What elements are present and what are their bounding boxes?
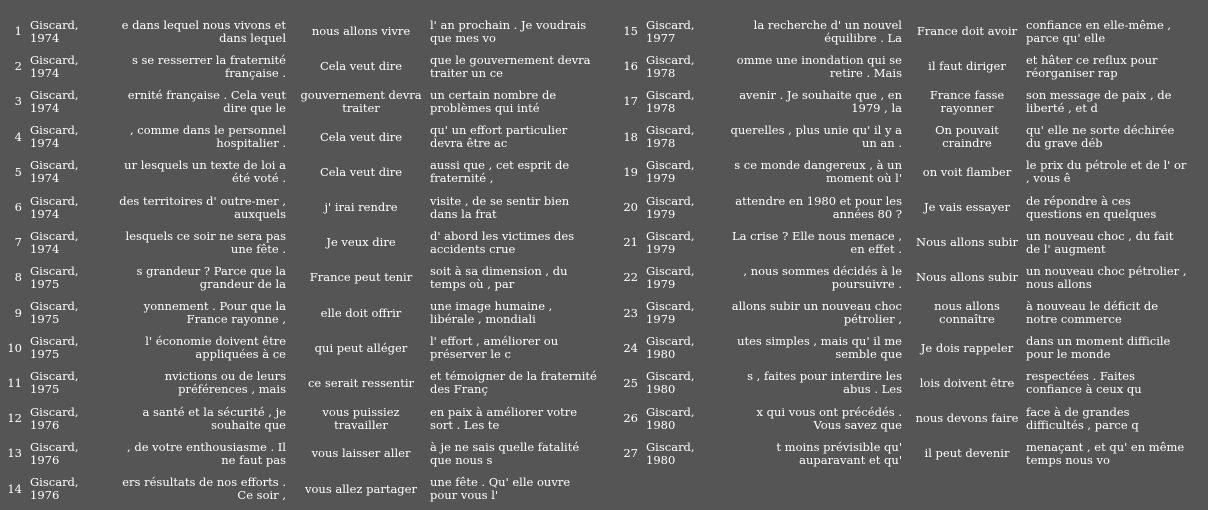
row-keyword: gouvernement devra traiter [300, 88, 422, 115]
row-number: 5 [14, 165, 22, 179]
row-number: 24 [623, 341, 638, 355]
row-left-context: des territoires d' outre-mer , auxquels [119, 194, 286, 221]
row-keyword: Nous allons subir [916, 271, 1018, 285]
row-number: 11 [7, 376, 22, 390]
concordance-row[interactable] [616, 120, 1208, 155]
row-number: 1 [14, 25, 22, 39]
row-source: Giscard, 1975 [30, 370, 79, 397]
concordance-row[interactable] [0, 401, 600, 436]
row-source: Giscard, 1974 [30, 124, 79, 151]
concordance-row[interactable] [616, 331, 1208, 366]
concordance-row[interactable] [616, 401, 1208, 436]
row-left-context: attendre en 1980 et pour les années 80 ? [735, 194, 902, 221]
concordance-row[interactable] [0, 225, 600, 260]
row-right-context: dans un moment difficile pour le monde [1026, 335, 1171, 362]
row-keyword: nous allons vivre [311, 25, 411, 39]
row-keyword: ce serait ressentir [307, 376, 415, 390]
concordance-row[interactable] [616, 190, 1208, 225]
row-right-context: une image humaine , libérale , mondiali [430, 300, 553, 327]
row-number: 12 [7, 412, 22, 426]
row-left-context: x qui vous ont précédés . Vous savez que [756, 405, 902, 432]
row-left-context: ur lesquels un texte de loi a été voté . [124, 159, 286, 186]
concordance-row[interactable] [0, 84, 600, 119]
row-source: Giscard, 1978 [646, 53, 695, 80]
row-left-context: s , faites pour interdire les abus . Les [747, 370, 902, 397]
concordance-row[interactable] [0, 14, 600, 49]
row-number: 22 [623, 271, 638, 285]
concordance-row[interactable] [616, 225, 1208, 260]
row-source: Giscard, 1975 [30, 300, 79, 327]
row-keyword: Cela veut dire [319, 60, 403, 74]
row-right-context: à nouveau le déficit de notre commerce [1026, 300, 1159, 327]
row-source: Giscard, 1974 [30, 229, 79, 256]
row-right-context: l' an prochain . Je voudrais que mes vo [430, 18, 587, 45]
row-number: 23 [623, 306, 638, 320]
row-left-context: e dans lequel nous vivons et dans lequel [121, 18, 286, 45]
row-right-context: une fête . Qu' elle ouvre pour vous l' [430, 476, 571, 503]
row-number: 2 [14, 60, 22, 74]
row-keyword: France peut tenir [309, 271, 413, 285]
row-keyword: vous puissiez travailler [322, 405, 400, 432]
row-left-context: s ce monde dangereux , à un moment où l' [734, 159, 902, 186]
row-source: Giscard, 1978 [646, 88, 695, 115]
row-number: 16 [623, 60, 638, 74]
concordance-row[interactable] [0, 296, 600, 331]
concordance-row[interactable] [0, 190, 600, 225]
row-number: 26 [623, 412, 638, 426]
concordance-row[interactable] [0, 120, 600, 155]
concordance-row[interactable] [0, 366, 600, 401]
row-number: 9 [14, 306, 22, 320]
row-left-context: , de votre enthousiasme . Il ne faut pas [127, 440, 286, 467]
concordance-row[interactable] [616, 260, 1208, 295]
row-source: Giscard, 1980 [646, 440, 695, 467]
row-keyword: Je veux dire [326, 236, 396, 250]
row-right-context: respectées . Faites confiance à ceux qu [1026, 370, 1142, 397]
row-source: Giscard, 1979 [646, 300, 695, 327]
row-left-context: t moins prévisible qu' auparavant et qu' [776, 440, 902, 467]
row-number: 6 [14, 201, 22, 215]
concordance-row[interactable] [0, 331, 600, 366]
row-keyword: vous laisser aller [311, 447, 411, 461]
row-keyword: France fasse rayonner [929, 88, 1005, 115]
row-number: 20 [623, 201, 638, 215]
row-number: 21 [623, 236, 638, 250]
row-source: Giscard, 1974 [30, 18, 79, 45]
row-number: 17 [623, 95, 638, 109]
row-left-context: la recherche d' un nouvel équilibre . La [753, 18, 902, 45]
row-right-context: menaçant , et qu' en même temps nous vo [1026, 440, 1185, 467]
row-keyword: il peut devenir [924, 447, 1010, 461]
row-left-context: , comme dans le personnel hospitalier . [129, 124, 286, 151]
concordance-row[interactable] [616, 14, 1208, 49]
concordance-row[interactable] [0, 436, 600, 471]
row-keyword: il faut diriger [928, 60, 1006, 74]
row-source: Giscard, 1976 [30, 405, 79, 432]
row-right-context: que le gouvernement devra traiter un ce [430, 53, 591, 80]
row-number: 3 [14, 95, 22, 109]
row-right-context: visite , de se sentir bien dans la frat [430, 194, 570, 221]
row-right-context: aussi que , cet esprit de fraternité , [430, 159, 570, 186]
row-right-context: et hâter ce reflux pour réorganiser rap [1026, 53, 1158, 80]
row-left-context: ers résultats de nos efforts . Ce soir , [122, 476, 286, 503]
row-left-context: l' économie doivent être appliquées à ce [145, 335, 286, 362]
row-source: Giscard, 1975 [30, 335, 79, 362]
row-number: 4 [14, 130, 22, 144]
row-right-context: l' effort , améliorer ou préserver le c [430, 335, 559, 362]
concordance-row[interactable] [0, 155, 600, 190]
row-source: Giscard, 1979 [646, 159, 695, 186]
row-right-context: un certain nombre de problèmes qui inté [430, 88, 557, 115]
row-source: Giscard, 1979 [646, 194, 695, 221]
row-left-context: , nous sommes décidés à le poursuivre . [743, 264, 902, 291]
row-keyword: Je vais essayer [924, 201, 1010, 215]
row-source: Giscard, 1975 [30, 264, 79, 291]
concordance-row[interactable] [616, 84, 1208, 119]
row-right-context: de répondre à ces questions en quelques [1026, 194, 1157, 221]
row-right-context: et témoigner de la fraternité des Franç [430, 370, 597, 397]
row-number: 13 [7, 447, 22, 461]
concordance-column-right [616, 14, 1208, 471]
row-keyword: nous allons connaître [934, 300, 1000, 327]
row-number: 25 [623, 376, 638, 390]
row-right-context: un nouveau choc pétrolier , nous allons [1026, 264, 1187, 291]
row-source: Giscard, 1980 [646, 370, 695, 397]
row-source: Giscard, 1980 [646, 405, 695, 432]
row-number: 15 [623, 25, 638, 39]
row-source: Giscard, 1979 [646, 264, 695, 291]
row-keyword: qui peut alléger [314, 341, 408, 355]
row-number: 27 [623, 447, 638, 461]
row-number: 19 [623, 165, 638, 179]
concordance-column-left [0, 14, 600, 507]
row-keyword: Nous allons subir [916, 236, 1018, 250]
row-right-context: en paix à améliorer votre sort . Les te [430, 405, 578, 432]
row-source: Giscard, 1976 [30, 440, 79, 467]
row-keyword: Cela veut dire [319, 165, 403, 179]
row-left-context: nvictions ou de leurs préférences , mais [164, 370, 286, 397]
row-right-context: face à de grandes difficultés , parce q [1026, 405, 1139, 432]
row-number: 10 [7, 341, 22, 355]
row-number: 8 [14, 271, 22, 285]
row-left-context: querelles , plus unie qu' il y a un an . [730, 124, 902, 151]
row-number: 18 [623, 130, 638, 144]
row-keyword: j' irai rendre [324, 201, 398, 215]
row-right-context: à je ne sais quelle fatalité que nous s [430, 440, 580, 467]
concordance-row[interactable] [616, 436, 1208, 471]
row-source: Giscard, 1977 [646, 18, 695, 45]
row-left-context: omme une inondation qui se retire . Mais [736, 53, 902, 80]
row-keyword: France doit avoir [916, 25, 1018, 39]
row-source: Giscard, 1979 [646, 229, 695, 256]
row-left-context: allons subir un nouveau choc pétrolier , [731, 300, 902, 327]
row-right-context: soit à sa dimension , du temps où , par [430, 264, 568, 291]
row-keyword: on voit flamber [922, 165, 1012, 179]
row-right-context: le prix du pétrole et de l' or , vous ê [1026, 159, 1187, 186]
row-left-context: avenir . Je souhaite que , en 1979 , la [739, 88, 902, 115]
row-right-context: un nouveau choc , du fait de l' augment [1026, 229, 1174, 256]
row-right-context: d' abord les victimes des accidents crue [430, 229, 575, 256]
concordance-row[interactable] [0, 260, 600, 295]
row-left-context: s grandeur ? Parce que la grandeur de la [136, 264, 286, 291]
concordance-row[interactable] [0, 471, 600, 506]
row-source: Giscard, 1976 [30, 476, 79, 503]
concordance-row[interactable] [616, 155, 1208, 190]
row-right-context: confiance en elle-même , parce qu' elle [1026, 18, 1172, 45]
row-number: 7 [14, 236, 22, 250]
row-left-context: ernité française . Cela veut dire que le [127, 88, 286, 115]
row-keyword: elle doit offrir [320, 306, 402, 320]
concordance-row[interactable] [616, 296, 1208, 331]
row-left-context: utes simples , mais qu' il me semble que [737, 335, 902, 362]
row-source: Giscard, 1980 [646, 335, 695, 362]
row-number: 14 [7, 482, 22, 496]
row-right-context: son message de paix , de liberté , et d [1026, 88, 1172, 115]
row-source: Giscard, 1978 [646, 124, 695, 151]
row-keyword: vous allez partager [305, 482, 417, 496]
concordance-row[interactable] [616, 366, 1208, 401]
row-left-context: lesquels ce soir ne sera pas une fête . [125, 229, 286, 256]
row-source: Giscard, 1974 [30, 159, 79, 186]
row-keyword: Je dois rappeler [920, 341, 1014, 355]
row-keyword: Cela veut dire [319, 130, 403, 144]
row-right-context: qu' un effort particulier devra être ac [430, 124, 568, 151]
row-source: Giscard, 1974 [30, 194, 79, 221]
concordance-row[interactable] [0, 49, 600, 84]
row-keyword: nous devons faire [915, 412, 1019, 426]
row-source: Giscard, 1974 [30, 53, 79, 80]
row-right-context: qu' elle ne sorte déchirée du grave déb [1026, 124, 1175, 151]
row-left-context: yonnement . Pour que la France rayonne , [143, 300, 286, 327]
row-keyword: lois doivent être [919, 376, 1015, 390]
concordance-row[interactable] [616, 49, 1208, 84]
row-left-context: s se resserrer la fraternité française . [131, 53, 286, 80]
row-source: Giscard, 1974 [30, 88, 79, 115]
row-left-context: La crise ? Elle nous menace , en effet . [732, 229, 902, 256]
row-left-context: a santé et la sécurité , je souhaite que [142, 405, 286, 432]
row-keyword: On pouvait craindre [935, 124, 999, 151]
